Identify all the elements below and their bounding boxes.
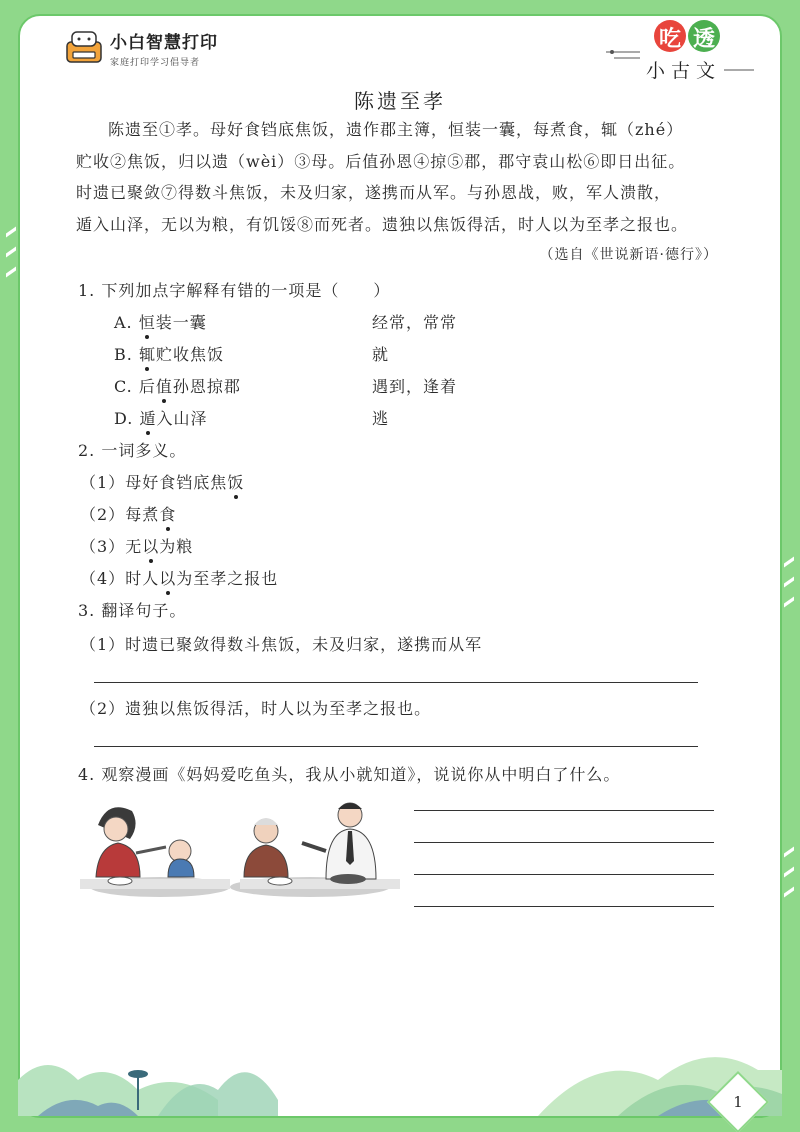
passage-line: 时遗已聚敛⑦得数斗焦饭，未及归家，遂携而从军。与孙恩战，败，军人溃散， [76, 183, 672, 202]
dotted-char: 遁 [139, 409, 157, 428]
mountain-landscape-decoration [18, 1010, 782, 1116]
logo-title: 小白智慧打印 [110, 33, 218, 53]
q3-item-2: （2）遗独以焦饭得活，时人以为至孝之报也。 [80, 699, 432, 718]
logo [64, 28, 218, 68]
item-number: （2） [80, 505, 126, 524]
comic-illustration [80, 795, 400, 915]
q3-item-1: （1）时遗已聚敛得数斗焦饭，未及归家，遂携而从军 [80, 635, 483, 654]
q2-item-3 [80, 534, 193, 557]
printer-mascot-icon [64, 28, 104, 68]
answer-line[interactable] [414, 842, 714, 843]
logo-subtitle: 家庭打印学习倡导者 [110, 58, 201, 68]
q1-option-a [114, 310, 207, 333]
q1-option-d-meaning: 逃 [372, 409, 390, 428]
item-number: （3） [80, 537, 126, 556]
option-text-post: 入山泽 [156, 409, 208, 428]
item-text-post: 为粮 [159, 537, 194, 556]
dotted-char: 值 [155, 377, 173, 396]
dotted-char: 辄 [138, 345, 156, 364]
option-text-post: 贮收焦饭 [155, 345, 224, 364]
passage-line: 贮收②焦饭，归以遗（wèi）③母。后值孙恩④掠⑤郡，郡守袁山松⑥即日出征。 [76, 151, 686, 171]
q1-option-d [114, 406, 207, 429]
brand-char-2: 透 [693, 27, 716, 52]
question-3-stem: 3. 翻译句子。 [78, 601, 187, 620]
item-number: （1） [80, 473, 126, 492]
q1-option-c [114, 374, 241, 397]
brand-subtitle: 小古文 [646, 60, 722, 82]
brand-char-1: 吃 [659, 27, 682, 52]
dotted-char: 恒 [138, 313, 156, 332]
item-text-post: 为至孝之报也 [176, 569, 279, 588]
question-1-stem: 1. 下列加点字解释有错的一项是（ ） [78, 281, 391, 300]
q2-item-2 [80, 502, 176, 525]
page-number: 1 [733, 1093, 743, 1111]
q1-option-a-meaning: 经常，常常 [372, 313, 458, 332]
passage [76, 114, 726, 240]
dotted-char: 饭 [227, 473, 245, 492]
item-text-pre: 无 [125, 537, 143, 556]
option-label: B. [114, 345, 133, 364]
item-text-pre: 母好食铛底焦 [125, 473, 228, 492]
item-number: （4） [80, 569, 126, 588]
option-label: C. [114, 377, 133, 396]
option-text-post: 装一囊 [155, 313, 207, 332]
passage-line: 陈遗至①孝。母好食铛底焦饭，遗作郡主簿，恒装一囊，每煮食，辄（zhé） [108, 120, 684, 139]
option-text-pre: 后 [138, 377, 156, 396]
q1-option-c-meaning: 遇到，逢着 [372, 377, 458, 396]
question-4-stem: 4. 观察漫画《妈妈爱吃鱼头，我从小就知道》，说说你从中明白了什么。 [78, 765, 621, 784]
dotted-char: 以 [159, 569, 177, 588]
option-text-post: 孙恩掠郡 [172, 377, 241, 396]
passage-line: 遁入山泽，无以为粮，有饥馁⑧而死者。遗独以焦饭得活，时人以为至孝之报也。 [76, 214, 689, 234]
q2-item-1 [80, 470, 244, 493]
q2-item-4 [80, 566, 278, 589]
dotted-char: 食 [159, 505, 177, 524]
answer-line[interactable] [94, 746, 698, 747]
answer-line[interactable] [414, 810, 714, 811]
page-title: 陈遗至孝 [354, 89, 446, 113]
answer-line[interactable] [414, 874, 714, 875]
answer-line[interactable] [414, 906, 714, 907]
question-2-stem: 2. 一词多义。 [78, 441, 187, 460]
q1-option-b [114, 342, 224, 365]
brand-mark [606, 16, 756, 86]
answer-line[interactable] [94, 682, 698, 683]
option-label: A. [114, 313, 133, 332]
option-label: D. [114, 409, 134, 428]
item-text-pre: 时人 [125, 569, 160, 588]
passage-source: （选自《世说新语·德行》） [539, 247, 718, 263]
q1-option-b-meaning: 就 [372, 345, 390, 364]
dotted-char: 以 [142, 537, 160, 556]
item-text-pre: 每煮 [125, 505, 160, 524]
